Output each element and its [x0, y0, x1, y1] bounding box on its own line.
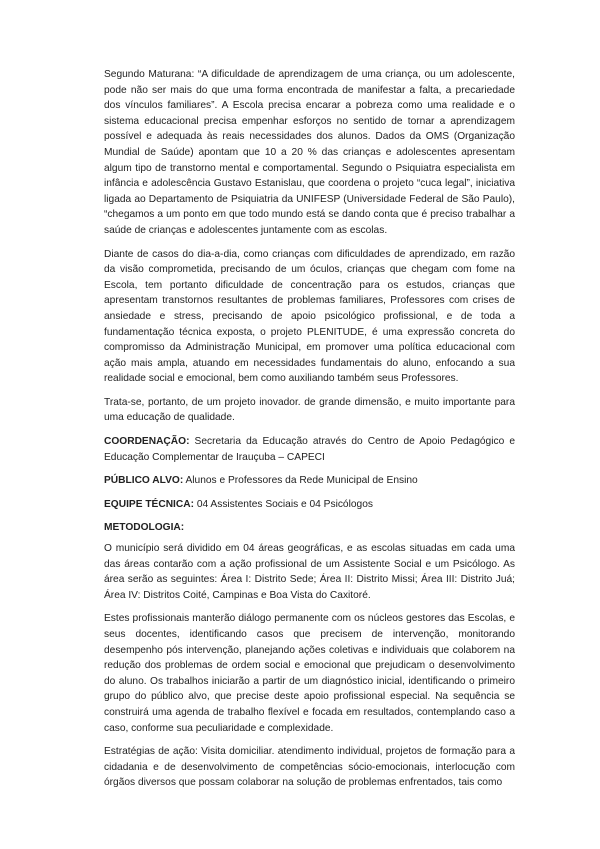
publico-alvo-label: PÚBLICO ALVO:	[104, 475, 184, 487]
coordenacao-text: Secretaria da Educação através do Centro de Apoio Pedagógico e Educação Complementar de Irauçuba – CAPECI	[104, 436, 515, 463]
paragraph-maturana: Segundo Maturana: “A dificuldade de aprendizagem de uma criança, ou um adolescente, pode não ser mais do que uma forma encontrada de manifestar a falta, a precariedade dos vínculos familiares”. A Escola precisa encarar a pobreza como uma realidade e o sistema educacional precisa empenhar esforços no sentido de tornar a aprendizagem possível e adequada às reais necessidades dos alunos. Dados da OMS (Organização Mundial de Saúde) apontam que 10 a 20 % das crianças e adolescentes apresentam algum tipo de transtorno mental e comportamental. Segundo o Psiquiatra especialista em infância e adolescência Gustavo Estanislau, que coordena o projeto “cuca legal”, iniciativa ligada ao Departamento de Psiquiatria da UNIFESP (Universidade Federal de São Paulo), “chegamos a um ponto em que todo mundo está se dando conta que é preciso trabalhar a saúde de crianças e adolescentes juntamente com as escolas.	[104, 69, 515, 236]
paragraph-estrategias: Estratégias de ação: Visita domiciliar. atendimento individual, projetos de formação para a cidadania e de desenvolvimento de competências sócio-emocionais, interlocução com órgãos diversos que possam colaborar na solução de problemas enfrentados, tais como	[104, 746, 515, 789]
paragraph-profissionais: Estes profissionais manterão diálogo permanente com os núcleos gestores das Escolas, e seus docentes, identificando casos que precisem de intervenção, monitorando desempenho pós intervenção, planejando ações coletivas e individuais que colaborem na redução dos problemas de ordem social e emocional que prejudicam o desenvolvimento do aluno. Os trabalhos iniciarão a partir de um diagnóstico inicial, identificando o primeiro grupo do público alvo, que precise deste apoio profissional especial. Na sequência se construirá uma agenda de trabalho flexível e focada em resultados, contemplando caso a caso, conforme sua peculiaridade e complexidade.	[104, 613, 515, 734]
equipe-tecnica-text: 04 Assistentes Sociais e 04 Psicólogos	[194, 498, 373, 510]
paragraph-areas: O município será dividido em 04 áreas geográficas, e as escolas situadas em cada uma das áreas contarão com a ação profissional de um Assistente Social e um Psicólogo. As área serão as seguintes: Área I: Distrito Sede; Área II: Distrito Missi; Área III: Distrito Juá; Área IV: Distritos Coité, Campinas e Boa Vista do Caxitoré.	[104, 543, 515, 601]
publico-alvo-text: Alunos e Professores da Rede Municipal de Ensino	[183, 475, 418, 487]
document-page	[104, 67, 515, 799]
paragraph-coordenacao	[104, 434, 515, 465]
coordenacao-label: COORDENAÇÃO:	[104, 436, 190, 448]
paragraph-casos: Diante de casos do dia-a-dia, como crianças com dificuldades de aprendizado, em razão da visão comprometida, precisando de um óculos, crianças que chegam com fome na Escola, tem portanto dificuldade de concentração para os estudos, crianças que apresentam transtornos resultantes de problemas familiares, Professores com crises de ansiedade e stress, precisando de apoio psicológico profissional, e de toda a fundamentação técnica exposta, o projeto PLENITUDE, é uma expressão concreta do compromisso da Administração Municipal, em promover uma política educacional com ação mais ampla, atuando em necessidades fundamentais do aluno, enfocando a sua realidade social e emocional, bem como auxiliando também seus Professores.	[104, 248, 515, 385]
metodologia-heading: METODOLOGIA:	[104, 522, 185, 534]
equipe-tecnica-label: EQUIPE TÉCNICA:	[104, 498, 194, 510]
paragraph-publico-alvo	[104, 473, 515, 489]
paragraph-projeto-inovador: Trata-se, portanto, de um projeto inovador. de grande dimensão, e muito importante para uma educação de qualidade.	[104, 396, 515, 424]
paragraph-equipe-tecnica	[104, 497, 515, 513]
